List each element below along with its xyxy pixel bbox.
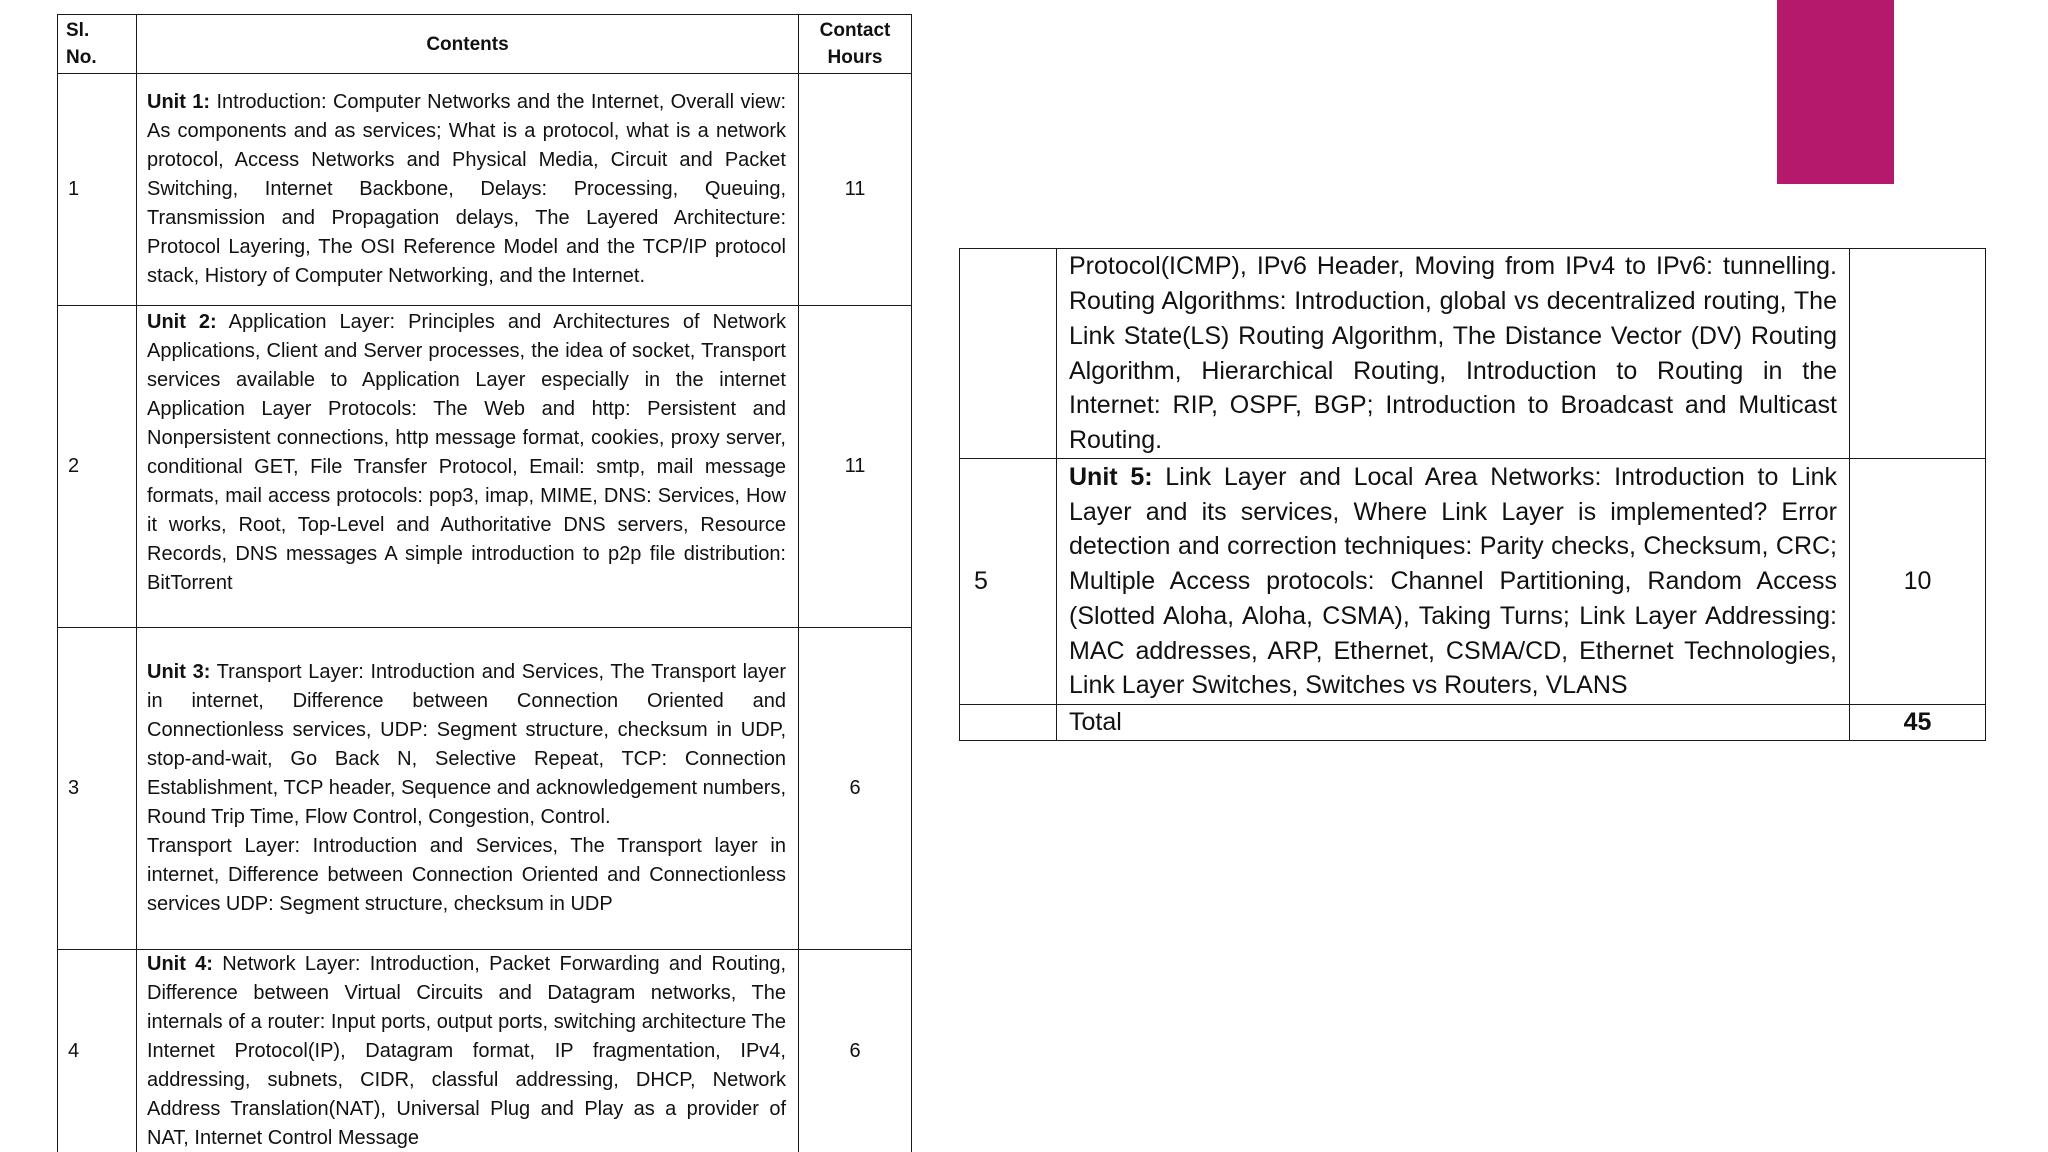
hours-cell: 6 bbox=[799, 950, 912, 1152]
contents-cell bbox=[1057, 459, 1850, 705]
unit-label: Unit 2: bbox=[147, 311, 217, 333]
header-sl-no-line1: Sl. bbox=[66, 20, 90, 41]
syllabus-table-left bbox=[57, 14, 912, 1152]
accent-bar bbox=[1777, 0, 1894, 184]
contents-cell: Protocol(ICMP), IPv6 Header, Moving from IPv4 to IPv6: tunnelling. Routing Algorithms: Introduction, global vs decentralized routing, The Link State(LS) Routing Algorithm, The Distance Vector (DV) Routing Algorithm, Hierarchical Routing, Introduction to Routing in the Internet: RIP, OSPF, BGP; Introduction to Broadcast and Multicast Routing. bbox=[1057, 249, 1850, 459]
unit-label: Unit 4: bbox=[147, 953, 213, 975]
unit-description: Introduction: Computer Networks and the Internet, Overall view: As components and as services; What is a protocol, what is a network protocol, Access Networks and Physical Media, Circuit and Packet Switching, Internet Backbone, Delays: Processing, Queuing, Transmission and Propagation delays, The Layered Architecture: Protocol Layering, The OSI Reference Model and the TCP/IP protocol stack, History of Computer Networking, and the Internet. bbox=[147, 91, 787, 287]
contents-cell bbox=[137, 306, 799, 628]
hours-cell bbox=[1850, 249, 1986, 459]
unit-label: Unit 5: bbox=[1069, 463, 1153, 492]
contents-cell bbox=[137, 950, 799, 1152]
hours-cell: 6 bbox=[799, 628, 912, 950]
total-label: Total bbox=[1057, 705, 1850, 741]
contents-cell bbox=[137, 74, 799, 306]
hours-cell: 10 bbox=[1850, 459, 1986, 705]
sl-no-cell: 1 bbox=[58, 74, 137, 306]
table-header-row bbox=[58, 15, 912, 74]
table-row bbox=[58, 74, 912, 306]
header-sl-no-line2: No. bbox=[66, 47, 97, 68]
unit-description: Link Layer and Local Area Networks: Introduction to Link Layer and its services, Where Link Layer is implemented? Error detection and correction techniques: Parity checks, Checksum, CRC; Multiple Access protocols: Channel Partitioning, Random Access (Slotted Aloha, Aloha, CSMA), Taking Turns; Link Layer Addressing: MAC addresses, ARP, Ethernet, CSMA/CD, Ethernet Technologies, Link Layer Switches, Switches vs Routers, VLANS bbox=[1069, 463, 1837, 700]
sl-no-cell: 3 bbox=[58, 628, 137, 950]
unit-label: Unit 3: bbox=[147, 661, 211, 683]
header-contact-hours bbox=[799, 15, 912, 74]
hours-cell: 11 bbox=[799, 74, 912, 306]
hours-cell: 11 bbox=[799, 306, 912, 628]
table-row bbox=[58, 950, 912, 1152]
total-value: 45 bbox=[1850, 705, 1986, 741]
unit-description: Application Layer: Principles and Architectures of Network Applications, Client and Server processes, the idea of socket, Transport services available to Application Layer especially in the internet Application Layer Protocols: The Web and http: Persistent and Nonpersistent connections, http message format, cookies, proxy server, conditional GET, File Transfer Protocol, Email: smtp, mail message formats, mail access protocols: pop3, imap, MIME, DNS: Services, How it works, Root, Top-Level and Authoritative DNS servers, Resource Records, DNS messages A simple introduction to p2p file distribution: BitTorrent bbox=[147, 311, 786, 594]
unit-description: Network Layer: Introduction, Packet Forwarding and Routing, Difference between Virtual Circuits and Datagram networks, The internals of a router: Input ports, output ports, switching architecture The Internet Protocol(IP), Datagram format, IP fragmentation, IPv4, addressing, subnets, CIDR, classful addressing, DHCP, Network Address Translation(NAT), Universal Plug and Play as a provider of NAT, Internet Control Message bbox=[147, 953, 786, 1149]
unit-extra-description: Transport Layer: Introduction and Services, The Transport layer in internet, Difference between Connection Oriented and Connectionless services UDP: Segment structure, checksum in UDP bbox=[147, 835, 786, 915]
syllabus-table-right bbox=[959, 248, 1986, 741]
sl-no-cell: 5 bbox=[960, 459, 1057, 705]
sl-no-cell bbox=[960, 249, 1057, 459]
table-row bbox=[960, 249, 1986, 459]
table-row bbox=[58, 306, 912, 628]
contents-cell bbox=[137, 628, 799, 950]
header-hours-line1: Contact bbox=[819, 20, 891, 41]
table-row bbox=[960, 459, 1986, 705]
sl-no-cell: 2 bbox=[58, 306, 137, 628]
unit-label: Unit 1: bbox=[147, 91, 211, 113]
table-row bbox=[58, 628, 912, 950]
header-hours-line2: Hours bbox=[827, 47, 883, 68]
unit-description: Transport Layer: Introduction and Services, The Transport layer in internet, Difference between Connection Oriented and Connectionless services, UDP: Segment structure, checksum in UDP, stop-and-wait, Go Back N, Selective Repeat, TCP: Connection Establishment, TCP header, Sequence and acknowledgement numbers, Round Trip Time, Flow Control, Congestion, Control. bbox=[147, 661, 786, 828]
header-sl-no bbox=[58, 15, 137, 74]
total-row bbox=[960, 705, 1986, 741]
total-sl-cell bbox=[960, 705, 1057, 741]
sl-no-cell: 4 bbox=[58, 950, 137, 1152]
header-contents: Contents bbox=[137, 15, 799, 74]
